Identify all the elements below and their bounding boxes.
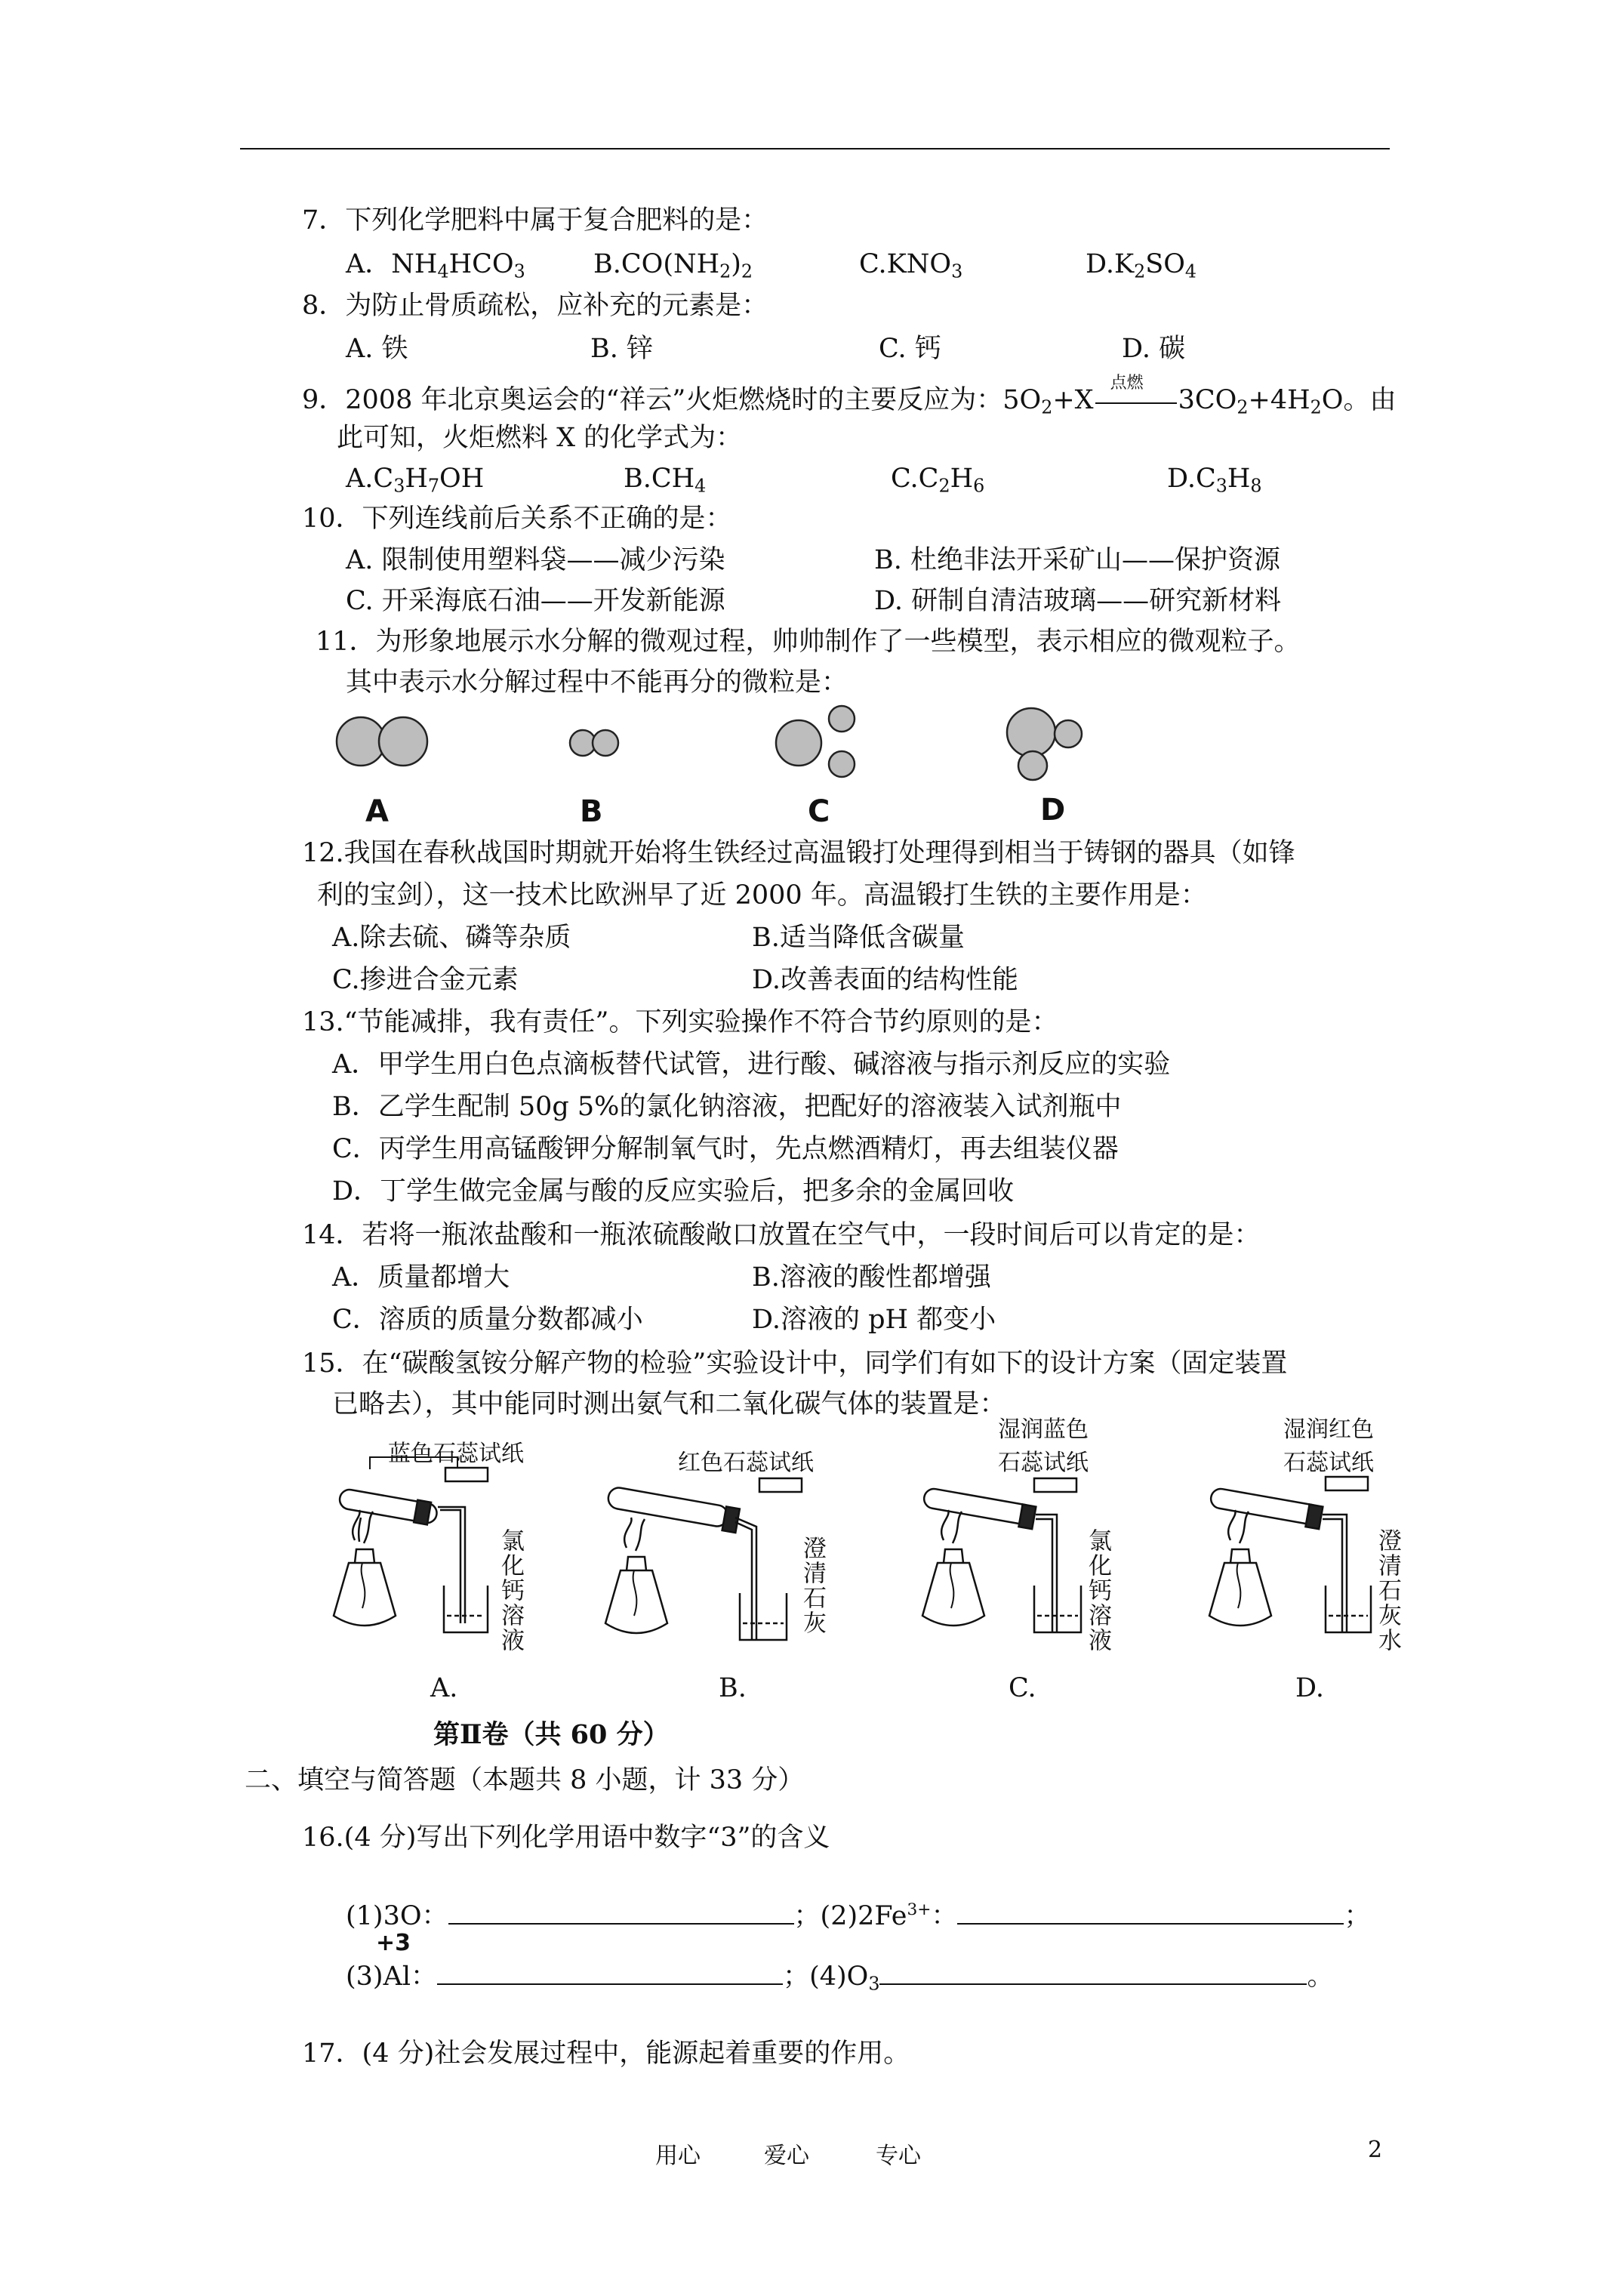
q11-label-a: A bbox=[365, 794, 389, 829]
test-paper-c bbox=[1034, 1478, 1076, 1492]
q9-option-b: $B.CH_4$ bbox=[624, 464, 707, 497]
q15-option-d: D. bbox=[1295, 1673, 1324, 1703]
q9-option-a: $A.C_3H_7OH$ bbox=[346, 464, 485, 497]
q16-blank-4[interactable] bbox=[879, 1961, 1307, 1985]
model-a-atom-1 bbox=[337, 717, 385, 766]
q15-option-b: B. bbox=[719, 1673, 747, 1703]
q10-option-a: A. 限制使用塑料袋——减少污染 bbox=[346, 545, 725, 575]
q14-option-a: A．质量都增大 bbox=[332, 1262, 510, 1293]
footer-slogan-1: 用心 bbox=[655, 2143, 701, 2169]
apparatus-b bbox=[596, 1472, 793, 1646]
beaker-b bbox=[740, 1593, 787, 1640]
q16-item4-label: ；(4)O bbox=[783, 1962, 869, 1992]
q11-particle-models bbox=[302, 702, 1132, 785]
apparatus-c-paper-label-1: 湿润蓝色 bbox=[998, 1416, 1089, 1443]
section-title: 二、填空与简答题（本题共 8 小题，计 33 分） bbox=[245, 1765, 805, 1795]
q12-option-a: A.除去硫、磷等杂质 bbox=[332, 923, 571, 953]
q16-item1: (1)3O： bbox=[346, 1901, 448, 1932]
q12-option-c: C.掺进合金元素 bbox=[332, 965, 519, 995]
model-c-atom-big bbox=[776, 720, 821, 766]
q12-option-b: B.适当降低含碳量 bbox=[752, 923, 965, 953]
q17-stem: 17．(4 分)社会发展过程中，能源起着重要的作用。 bbox=[302, 2039, 910, 2069]
q10-option-c: C. 开采海底石油——开发新能源 bbox=[346, 586, 725, 616]
q16-item3: (3)Al： bbox=[346, 1962, 438, 1992]
q13-option-a: A．甲学生用白色点滴板替代试管，进行酸、碱溶液与指示剂反应的实验 bbox=[332, 1049, 1171, 1080]
test-paper-d bbox=[1326, 1477, 1368, 1490]
q11-label-d: D bbox=[1040, 793, 1066, 827]
q16-stem: 16.(4 分)写出下列化学用语中数字“3”的含义 bbox=[302, 1823, 830, 1853]
apparatus-c bbox=[906, 1465, 1087, 1638]
q16-valence: +3 bbox=[376, 1930, 411, 1956]
test-tube-b bbox=[607, 1486, 729, 1527]
q9-line2: 此可知，火炬燃料 X 的化学式为： bbox=[337, 423, 743, 453]
q16-blank-1[interactable] bbox=[448, 1900, 794, 1925]
q14-option-d: D.溶液的 pH 都变小 bbox=[752, 1305, 996, 1335]
q12-line1: 12.我国在春秋战国时期就开始将生铁经过高温锻打处理得到相当于铸钢的器具（如锋 bbox=[302, 838, 1295, 868]
q10-stem: 10．下列连线前后关系不正确的是： bbox=[302, 504, 732, 534]
q10-option-d: D. 研制自清洁玻璃——研究新材料 bbox=[874, 586, 1282, 616]
page-number: 2 bbox=[1368, 2137, 1383, 2163]
apparatus-d-paper-label-1: 湿润红色 bbox=[1283, 1416, 1374, 1443]
q8-option-b: B. 锌 bbox=[590, 334, 653, 364]
q13-option-d: D．丁学生做完金属与酸的反应实验后，把多余的金属回收 bbox=[332, 1176, 1015, 1207]
apparatus-c-paper-label-2: 石蕊试纸 bbox=[998, 1450, 1089, 1476]
q15-option-c: C. bbox=[1009, 1673, 1036, 1703]
q12-option-d: D.改善表面的结构性能 bbox=[752, 965, 1018, 995]
q16-item2-label: ；(2)2Fe bbox=[793, 1901, 907, 1932]
test-tube-c bbox=[922, 1487, 1034, 1526]
model-c-atom-top bbox=[829, 706, 855, 732]
q11-label-b: B bbox=[580, 794, 603, 829]
apparatus-d bbox=[1193, 1465, 1374, 1638]
q9-option-d: $D.C_3H_8$ bbox=[1167, 464, 1262, 497]
test-paper-a bbox=[445, 1468, 488, 1481]
q14-stem: 14．若将一瓶浓盐酸和一瓶浓硫酸敞口放置在空气中，一段时间后可以肯定的是： bbox=[302, 1220, 1261, 1250]
q15-line2: 已略去），其中能同时测出氨气和二氧化碳气体的装置是： bbox=[332, 1389, 1006, 1419]
q11-line2: 其中表示水分解过程中不能再分的微粒是： bbox=[346, 667, 848, 698]
q9-line1: 9．2008 年北京奥运会的“祥云”火炬燃烧时的主要反应为：$5O_2+X$ 点燃 $3CO_2+4H_2O$。由 bbox=[302, 373, 1397, 418]
apparatus-c-liquid-label: 氯化钙溶液 bbox=[1084, 1528, 1111, 1653]
apparatus-a-paper-label: 蓝色石蕊试纸 bbox=[388, 1441, 524, 1467]
flame-d bbox=[1228, 1510, 1249, 1543]
beaker-d bbox=[1326, 1586, 1371, 1632]
flame-c bbox=[941, 1510, 962, 1543]
q16-row2: (3)Al： ；$(4)O_3$ 。 bbox=[346, 1962, 1334, 1995]
apparatus-d-liquid-label: 澄清石灰水 bbox=[1374, 1528, 1401, 1653]
q8-stem: 8．为防止骨质疏松，应补充的元素是： bbox=[302, 291, 768, 321]
test-tube-d bbox=[1209, 1487, 1321, 1526]
q10-option-b: B. 杜绝非法开采矿山——保护资源 bbox=[874, 545, 1280, 575]
q9-option-c: $C.C_2H_6$ bbox=[891, 464, 985, 497]
apparatus-a-liquid-label: 氯化钙溶液 bbox=[497, 1528, 524, 1653]
q7-option-c: $C.KNO_3$ bbox=[859, 249, 963, 282]
q9-condition: 点燃 bbox=[1110, 373, 1144, 393]
q15-line1: 15．在“碳酸氢铵分解产物的检验”实验设计中，同学们有如下的设计方案（固定装置 bbox=[302, 1348, 1288, 1379]
apparatus-b-paper-label: 红色石蕊试纸 bbox=[678, 1450, 814, 1476]
q15-option-a: A. bbox=[430, 1673, 458, 1703]
q8-option-a: A. 铁 bbox=[346, 334, 408, 364]
q7-option-b: $B.CO(NH_2)_2$ bbox=[593, 249, 753, 282]
model-d-atom-big bbox=[1007, 708, 1055, 757]
model-a-atom-2 bbox=[379, 717, 427, 766]
q8-option-d: D. 碳 bbox=[1122, 334, 1186, 364]
model-d-atom-bottom bbox=[1018, 751, 1047, 780]
q13-option-c: C．丙学生用高锰酸钾分解制氧气时，先点燃酒精灯，再去组装仪器 bbox=[332, 1134, 1119, 1164]
q7-option-d: $D.K_2SO_4$ bbox=[1086, 249, 1197, 282]
apparatus-d-paper-label-2: 石蕊试纸 bbox=[1283, 1450, 1374, 1476]
test-paper-b bbox=[759, 1478, 802, 1492]
q13-option-b: B．乙学生配制 50g 5%的氯化钠溶液，把配好的溶液装入试剂瓶中 bbox=[332, 1092, 1122, 1122]
part2-title: 第Ⅱ卷（共 60 分） bbox=[433, 1719, 670, 1750]
flame-a bbox=[353, 1510, 373, 1543]
flame-b bbox=[624, 1518, 645, 1551]
apparatus-a bbox=[317, 1465, 491, 1638]
q16-row1: (1)3O： ；$(2)2Fe^{3+}$： ； bbox=[346, 1900, 1371, 1932]
model-c-atom-bottom bbox=[829, 751, 855, 777]
q11-label-c: C bbox=[808, 794, 830, 829]
q7-option-a: A．$NH_4HCO_3$ bbox=[346, 249, 525, 282]
q14-option-c: C．溶质的质量分数都减小 bbox=[332, 1305, 643, 1335]
footer-slogan-2: 爱心 bbox=[764, 2143, 809, 2169]
q14-option-b: B.溶液的酸性都增强 bbox=[752, 1262, 991, 1293]
q11-line1: 11．为形象地展示水分解的微观过程，帅帅制作了一些模型，表示相应的微观粒子。 bbox=[316, 627, 1301, 657]
q12-line2: 利的宝剑），这一技术比欧洲早了近 2000 年。高温锻打生铁的主要作用是： bbox=[317, 880, 1207, 911]
q16-blank-2[interactable] bbox=[957, 1900, 1344, 1925]
apparatus-b-liquid-label: 澄清石灰 bbox=[799, 1536, 826, 1635]
header-rule bbox=[240, 148, 1390, 149]
model-d-atom-right bbox=[1055, 720, 1082, 747]
q7-stem: 7．下列化学肥料中属于复合肥料的是： bbox=[302, 205, 768, 236]
q8-option-c: C. 钙 bbox=[879, 334, 941, 364]
q13-stem: 13.“节能减排，我有责任”。下列实验操作不符合节约原则的是： bbox=[302, 1007, 1058, 1037]
model-b-atom-2 bbox=[593, 730, 618, 756]
footer-slogan-3: 专心 bbox=[876, 2143, 921, 2169]
q16-blank-3[interactable] bbox=[437, 1961, 783, 1985]
